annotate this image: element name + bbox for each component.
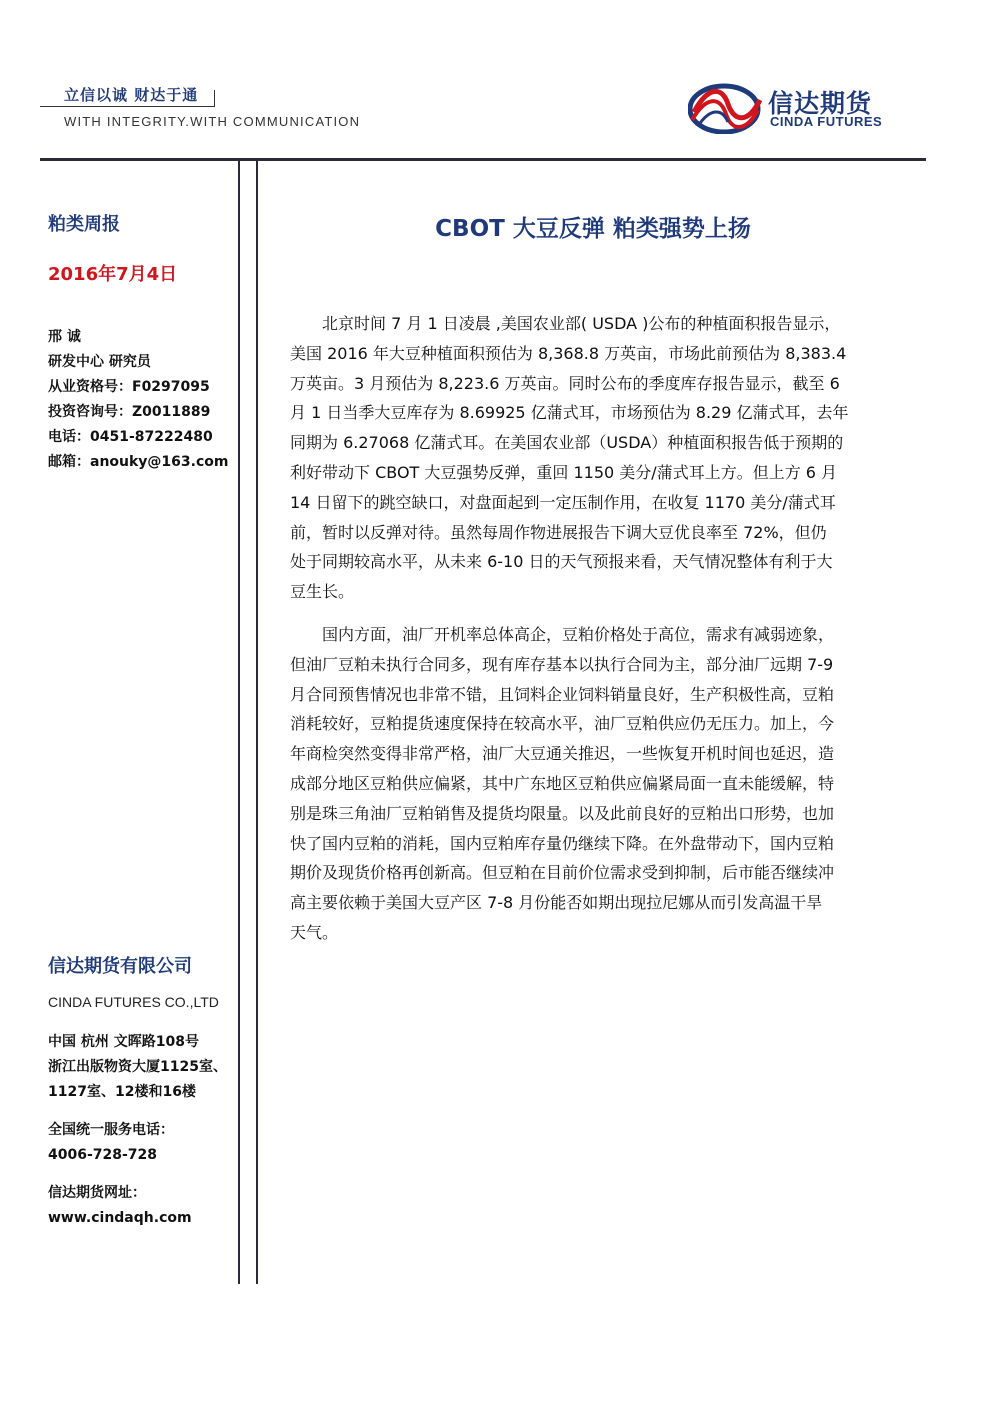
paragraph-2 — [290, 620, 888, 948]
paragraph-line: 14 日留下的跳空缺口，对盘面起到一定压制作用，在收复 1170 美分/蒲式耳 — [290, 492, 836, 512]
address-line: 浙江出版物资大厦1125室、 — [48, 1059, 227, 1075]
company-name-cn: 信达期货有限公司 — [48, 956, 192, 977]
hotline-label: 全国统一服务电话： — [48, 1122, 174, 1138]
logo-text-cn: 信达期货 — [768, 89, 873, 118]
paragraph-line: 期价及现货价格再创新高。但豆粕在目前价位需求受到抑制，后市能否继续冲 — [290, 863, 835, 883]
paragraph-line: 北京时间 7 月 1 日凌晨 ,美国农业部( USDA )公布的种植面积报告显示， — [322, 314, 841, 333]
paragraph-line: 快了国内豆粕的消耗，国内豆粕库存量仍继续下降。在外盘带动下，国内豆粕 — [290, 833, 835, 853]
qualification-number: 从业资格号：F0297095 — [48, 379, 210, 395]
address-line: 中国 杭州 文晖路108号 — [48, 1034, 199, 1050]
column-divider-left — [238, 161, 240, 1284]
page-title: CBOT 大豆反弹 粕类强势上扬 — [435, 216, 751, 242]
cinda-logo-icon — [688, 82, 762, 134]
logo-text-en: CINDA FUTURES — [770, 114, 883, 129]
paragraph-line: 利好带动下 CBOT 大豆强势反弹，重回 1150 美分/蒲式耳上方。但上方 6 月 — [290, 462, 838, 482]
author-name: 邢 诚 — [48, 329, 81, 345]
website-label: 信达期货网址： — [48, 1185, 146, 1201]
company-address — [48, 1030, 227, 1105]
paragraph-line: 豆生长。 — [290, 582, 355, 602]
paragraph-line: 万英亩。3 月预估为 8,223.6 万英亩。同时公布的季度库存报告显示，截至 6 — [290, 373, 840, 393]
advisory-number: 投资咨询号：Z0011889 — [48, 404, 211, 420]
company-name-en: CINDA FUTURES CO.,LTD — [48, 994, 219, 1010]
hotline-number: 4006-728-728 — [48, 1147, 158, 1163]
hotline-block — [48, 1118, 174, 1168]
paragraph-line: 天气。 — [290, 922, 339, 942]
website-url: www.cindaqh.com — [48, 1210, 192, 1226]
paragraph-line: 处于同期较高水平，从未来 6-10 日的天气预报来看，天气情况整体有利于大 — [290, 552, 833, 572]
paragraph-line: 月合同预售情况也非常不错，且饲料企业饲料销量良好，生产积极性高，豆粕 — [290, 684, 835, 704]
report-date: 2016年7月4日 — [48, 264, 178, 285]
paragraph-line: 消耗较好，豆粕提货速度保持在较高水平，油厂豆粕供应仍无压力。加上，今 — [290, 714, 835, 734]
address-line: 1127室、12楼和16楼 — [48, 1084, 196, 1100]
column-divider-right — [256, 161, 258, 1284]
paragraph-line: 成部分地区豆粕供应偏紧，其中广东地区豆粕供应偏紧局面一直未能缓解，特 — [290, 773, 835, 793]
author-phone: 电话：0451-87222480 — [48, 429, 213, 445]
slogan-en: WITH INTEGRITY.WITH COMMUNICATION — [64, 114, 361, 129]
paragraph-line: 但油厂豆粕未执行合同多，现有库存基本以执行合同为主，部分油厂远期 7-9 — [290, 654, 834, 674]
paragraph-line: 月 1 日当季大豆库存为 8.69925 亿蒲式耳，市场预估为 8.29 亿蒲式耳，去年 — [290, 403, 849, 423]
author-role: 研发中心 研究员 — [48, 354, 151, 370]
paragraph-line: 同期为 6.27068 亿蒲式耳。在美国农业部（USDA）种植面积报告低于预期的 — [290, 433, 844, 453]
paragraph-line: 前，暂时以反弹对待。虽然每周作物进展报告下调大豆优良率至 72%，但仍 — [290, 522, 827, 542]
slogan-divider — [214, 90, 215, 107]
author-email: 邮箱：anouky@163.com — [48, 454, 229, 470]
paragraph-line: 高主要依赖于美国大豆产区 7-8 月份能否如期出现拉尼娜从而引发高温干旱 — [290, 893, 823, 913]
author-block — [48, 325, 228, 475]
paragraph-line: 国内方面，油厂开机率总体高企，豆粕价格处于高位，需求有减弱迹象， — [322, 625, 835, 644]
slogan-cn: 立信以诚 财达于通 — [64, 86, 199, 104]
slogan-underline — [40, 106, 215, 107]
header-divider — [40, 158, 926, 161]
paragraph-line: 别是珠三角油厂豆粕销售及提货均限量。以及此前良好的豆粕出口形势，也加 — [290, 803, 835, 823]
paragraph-line: 年商检突然变得非常严格，油厂大豆通关推迟，一些恢复开机时间也延迟，造 — [290, 744, 835, 764]
report-type: 粕类周报 — [48, 214, 120, 235]
paragraph-line: 美国 2016 年大豆种植面积预估为 8,368.8 万英亩，市场此前预估为 8,383.4 — [290, 343, 847, 363]
website-block — [48, 1181, 192, 1231]
paragraph-1 — [290, 309, 888, 607]
